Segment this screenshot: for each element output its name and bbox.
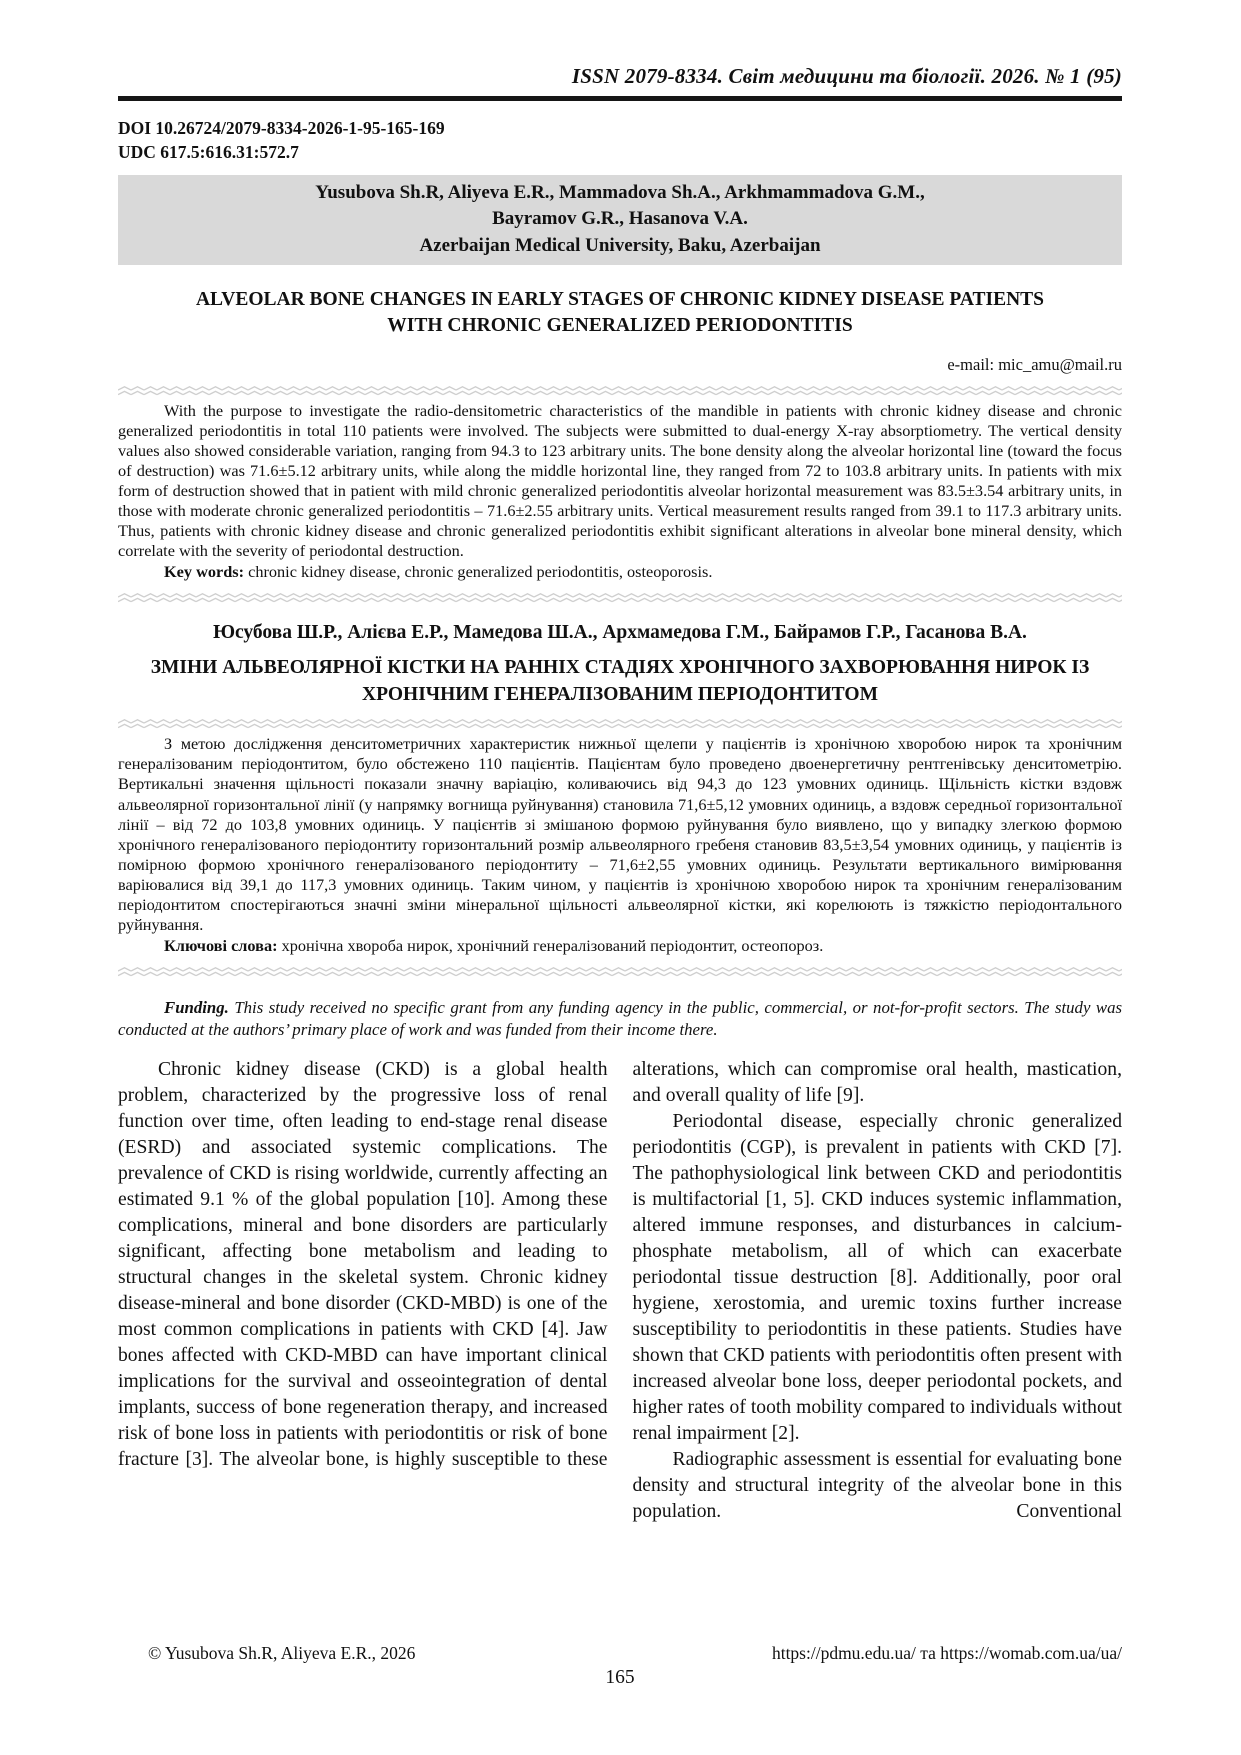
keywords-en-text: chronic kidney disease, chronic generalized periodontitis, osteoporosis. [244, 561, 713, 581]
abstract-en [118, 401, 1122, 582]
body-paragraph: Periodontal disease, especially chronic generalized periodontitis (CGP), is prevalent in patients with CKD [7]. The pathophysiological link between CKD and periodontitis is multifactorial [1, 5]. CKD induces systemic inflammation, altered immune responses, and disturbances in calcium-phosphate metabolism, all of which can exacerbate periodontal tissue destruction [8]. Additionally, poor oral hygiene, xerostomia, and uremic toxins further increase susceptibility to periodontitis in these patients. Studies have shown that CKD patients with periodontitis often present with increased alveolar bone loss, deeper periodontal pockets, and higher rates of tooth mobility compared to individuals without renal impairment [2]. [632, 1111, 1122, 1444]
article-title-ua: ЗМІНИ АЛЬВЕОЛЯРНОЇ КІСТКИ НА РАННІХ СТАДІЯХ ХРОНІЧНОГО ЗАХВОРЮВАННЯ НИРОК ІЗ ХРОНІЧНИМ ГЕНЕРАЛІЗОВАНИМ ПЕРІОДОНТИТОМ [150, 656, 1090, 706]
body-columns [118, 1057, 1122, 1524]
keywords-en [118, 562, 1122, 582]
udc-line: UDC 617.5:616.31:572.7 [118, 141, 299, 162]
zigzag-divider [118, 967, 1122, 977]
authors-line-2: Bayramov G.R., Hasanova V.A. [492, 208, 748, 230]
footer-links: https://pdmu.edu.ua/ та https://womab.com.ua/ua/ [771, 1643, 1122, 1663]
abstract-ua [118, 734, 1122, 955]
funding-label: Funding. [164, 997, 229, 1017]
page-footer [118, 1643, 1122, 1689]
keywords-ua-text: хронічна хвороба нирок, хронічний генералізований періодонтит, остеопороз. [277, 935, 824, 955]
body-column-left [118, 1057, 608, 1524]
abstract-en-text: With the purpose to investigate the radio-densitometric characteristics of the mandible in patients with chronic kidney disease and chronic generalized periodontitis in total 110 patients were involved. The subjects were submitted to dual-energy X-ray absorptiometry. The vertical density values also showed considerable variation, ranging from 94.3 to 123 arbitrary units. The bone density along the alveolar horizontal line (toward the focus of destruction) was 71.6±5.12 arbitrary units, while along the middle horizontal line, they ranged from 72 to 103.8 arbitrary units. In patients with mix form of destruction showed that in patient with mild chronic generalized periodontitis alveolar horizontal measurement was 83.5±3.54 arbitrary units, in those with moderate chronic generalized periodontitis – 71.6±2.55 arbitrary units. Vertical measurement results ranged from 39.1 to 117.3 arbitrary units. Thus, patients with chronic kidney disease and chronic generalized periodontitis exhibit significant alterations in alveolar bone mineral density, which correlate with the severity of periodontal destruction. [118, 400, 1122, 560]
body-column-right [633, 1057, 1123, 1524]
copyright-line: © Yusubova Sh.R, Aliyeva E.R., 2026 [148, 1643, 416, 1663]
keywords-ua-label: Ключові слова: [164, 935, 278, 955]
funding-body: This study received no specific grant from any funding agency in the public, commercial, or not-for-profit sectors. The study was conducted at the authors’ primary place of work and was funded from their income there. [118, 997, 1122, 1039]
authors-line-1: Yusubova Sh.R, Aliyeva E.R., Mammadova Sh.A., Arkhmammadova G.M., [315, 182, 925, 204]
zigzag-divider [118, 386, 1122, 396]
zigzag-divider [118, 593, 1122, 603]
zigzag-divider [118, 719, 1122, 729]
article-title-en: ALVEOLAR BONE CHANGES IN EARLY STAGES OF CHRONIC KIDNEY DISEASE PATIENTS WITH CHRONIC GENERALIZED PERIODONTITIS [195, 288, 1045, 337]
journal-issn-header: ISSN 2079-8334. Світ медицини та біології. 2026. № 1 (95) [571, 64, 1122, 88]
body-paragraph: Chronic kidney disease (CKD) is a global health problem, characterized by the progressive loss of renal function over time, often leading to end-stage renal disease (ESRD) and associated systemic complications. The prevalence of CKD is rising worldwide, currently affecting an estimated 9.1 % of the global population [10]. Among these complications, mineral and bone disorders are particularly significant, affecting bone metabolism and leading to structural changes in the skeletal system. Chronic kidney disease-mineral and bone disorder (CKD-MBD) is one of the most common complications in patients with CKD [4]. Jaw bones affected with CKD-MBD can have important clinical implications for the survival and osseointegration of dental implants, success of bone regeneration therapy, and increased risk of bone loss in patients with periodontitis or risk of bone fracture [3]. The alveolar bone, is highly susceptible to these [118, 1059, 608, 1470]
page-number: 165 [605, 1667, 635, 1688]
funding-statement [118, 997, 1122, 1041]
doi-line: DOI 10.26724/2079-8334-2026-1-95-165-169 [118, 118, 445, 138]
authors-box [118, 175, 1122, 265]
authors-ua: Юсубова Ш.Р., Алієва Е.Р., Мамедова Ш.А., Архмамедова Г.М., Байрамов Г.Р., Гасанова В.А. [213, 621, 1027, 643]
footer-row [118, 1643, 1122, 1664]
keywords-ua [118, 936, 1122, 956]
email-line: e-mail: mic_amu@mail.ru [947, 354, 1122, 374]
abstract-ua-text: З метою дослідження денситометричних характеристик нижньої щелепи у пацієнтів із хронічною хворобою нирок та хронічним генералізованим періодонтитом, було обстежено 110 пацієнтів. Пацієнтам було проведено двоенергетичну рентгенівську денситометрію. Вертикальні значення щільності показали значну варіацію, коливаючись від 94,3 до 123 умовних одиниць. Щільність кістки вздовж альвеолярної горизонтальної лінії (у напрямку вогнища руйнування) становила 71,6±5,12 умовних одиниць, а вздовж середньої горизонтальної лінії – від 72 до 103,8 умовних одиниць. У пацієнтів зі змішаною формою руйнування було виявлено, що у випадку злегкою формою хронічного генералізованого періодонтиту горизонтальний розмір альвеолярного гребеня становив 83,5±3,54 умовних одиниць, у пацієнтів із помірною формою хронічного генералізованого періодонтиту – 71,6±2,55 умовних одиниць. Результати вертикального вимірювання варіювалися від 39,1 до 117,3 умовних одиниць. Таким чином, у пацієнтів із хронічною хворобою нирок та хронічним генералізованим періодонтитом спостерігаються значні зміни мінеральної щільності альвеолярної кістки, які корелюють із тяжкістю періодонтального руйнування. [118, 734, 1122, 934]
body-paragraph: Radiographic assessment is essential for evaluating bone density and structural integrity of the alveolar bone in this population. Conventional [632, 1448, 1122, 1522]
affiliation: Azerbaijan Medical University, Baku, Azerbaijan [419, 234, 821, 256]
doi-udc-block [118, 117, 1122, 164]
keywords-en-label: Key words: [164, 561, 245, 581]
header-rule [118, 96, 1122, 101]
funding-text [118, 997, 1122, 1041]
body-paragraph: alterations, which can compromise oral health, mastication, and overall quality of life [9]. [632, 1059, 1122, 1107]
